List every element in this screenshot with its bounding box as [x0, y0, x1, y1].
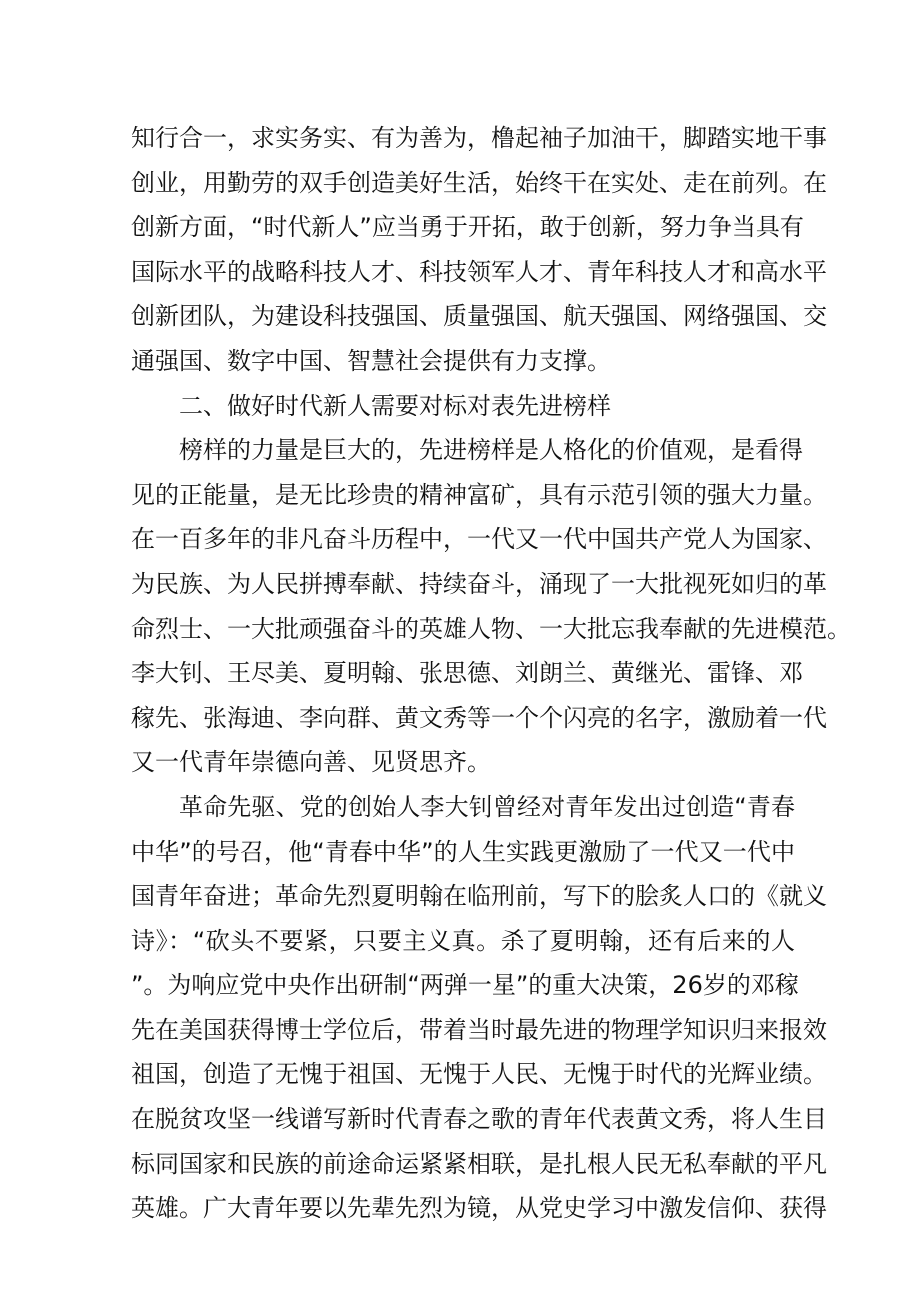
text-line: 祖国，创造了无愧于祖国、无愧于人民、无愧于时代的光辉业绩。: [131, 1060, 827, 1089]
text-line: 在一百多年的非凡奋斗历程中，一代又一代中国共产党人为国家、: [131, 525, 827, 554]
text-line: 又一代青年崇德向善、见贤思齐。: [131, 748, 491, 777]
paragraph-first-line: 革命先驱、党的创始人李大钊曾经对青年发出过创造“青春: [179, 792, 795, 821]
text-line: 英雄。广大青年要以先辈先烈为镜，从党史学习中激发信仰、获得: [131, 1194, 827, 1223]
text-line: 先在美国获得博士学位后，带着当时最先进的物理学知识归来报效: [131, 1015, 827, 1044]
text-line: 知行合一，求实务实、有为善为，橹起袖子加油干，脚踏实地干事: [131, 124, 827, 152]
section-heading: 二、做好时代新人需要对标对表先进榜样: [179, 391, 611, 420]
text-line: 诗》：“砍头不要紧，只要主义真。杀了夏明翰，还有后来的人: [131, 926, 795, 955]
text-line: 为民族、为人民拼搏奉献、持续奋斗，涌现了一大批视死如归的革: [131, 569, 827, 598]
text-line: 创业，用勤劳的双手创造美好生活，始终干在实处、走在前列。在: [131, 168, 827, 197]
text-line: 国际水平的战略科技人才、科技领军人才、青年科技人才和高水平: [131, 257, 827, 286]
paragraph-first-line: 榜样的力量是巨大的，先进榜样是人格化的价值观，是看得: [179, 436, 803, 465]
text-line: 中华”的号召，他“青春中华”的人生实践更激励了一代又一代中: [131, 837, 795, 866]
text-line: 创新团队，为建设科技强国、质量强国、航天强国、网络强国、交: [131, 302, 827, 331]
text-line: 命烈士、一大批顽强奋斗的英雄人物、一大批忘我奉献的先进模范。: [131, 614, 851, 643]
text-line: 标同国家和民族的前途命运紧紧相联，是扎根人民无私奉献的平凡: [131, 1149, 827, 1178]
text-line: 创新方面，“时代新人”应当勇于开拓，敢于创新，努力争当具有: [131, 213, 804, 242]
text-line: ”。为响应党中央作出研制“两弹一星”的重大决策，26岁的邓稼: [131, 971, 799, 1000]
document-body: [131, 116, 851, 1231]
text-line: 在脱贫攻坚一线谱写新时代青春之歌的青年代表黄文秀，将人生目: [131, 1105, 827, 1134]
text-line: 通强国、数字中国、智慧社会提供有力支撑。: [131, 346, 611, 375]
text-line: 李大钊、王尽美、夏明翰、张思德、刘朗兰、黄继光、雷锋、邓: [131, 659, 803, 688]
text-line: 国青年奋进；革命先烈夏明翰在临刑前，写下的脍炙人口的《就义: [131, 882, 827, 911]
text-line: 见的正能量，是无比珍贵的精神富矿，具有示范引领的强大力量。: [131, 480, 827, 509]
text-line: 稼先、张海迪、李向群、黄文秀等一个个闪亮的名字，激励着一代: [131, 703, 827, 732]
